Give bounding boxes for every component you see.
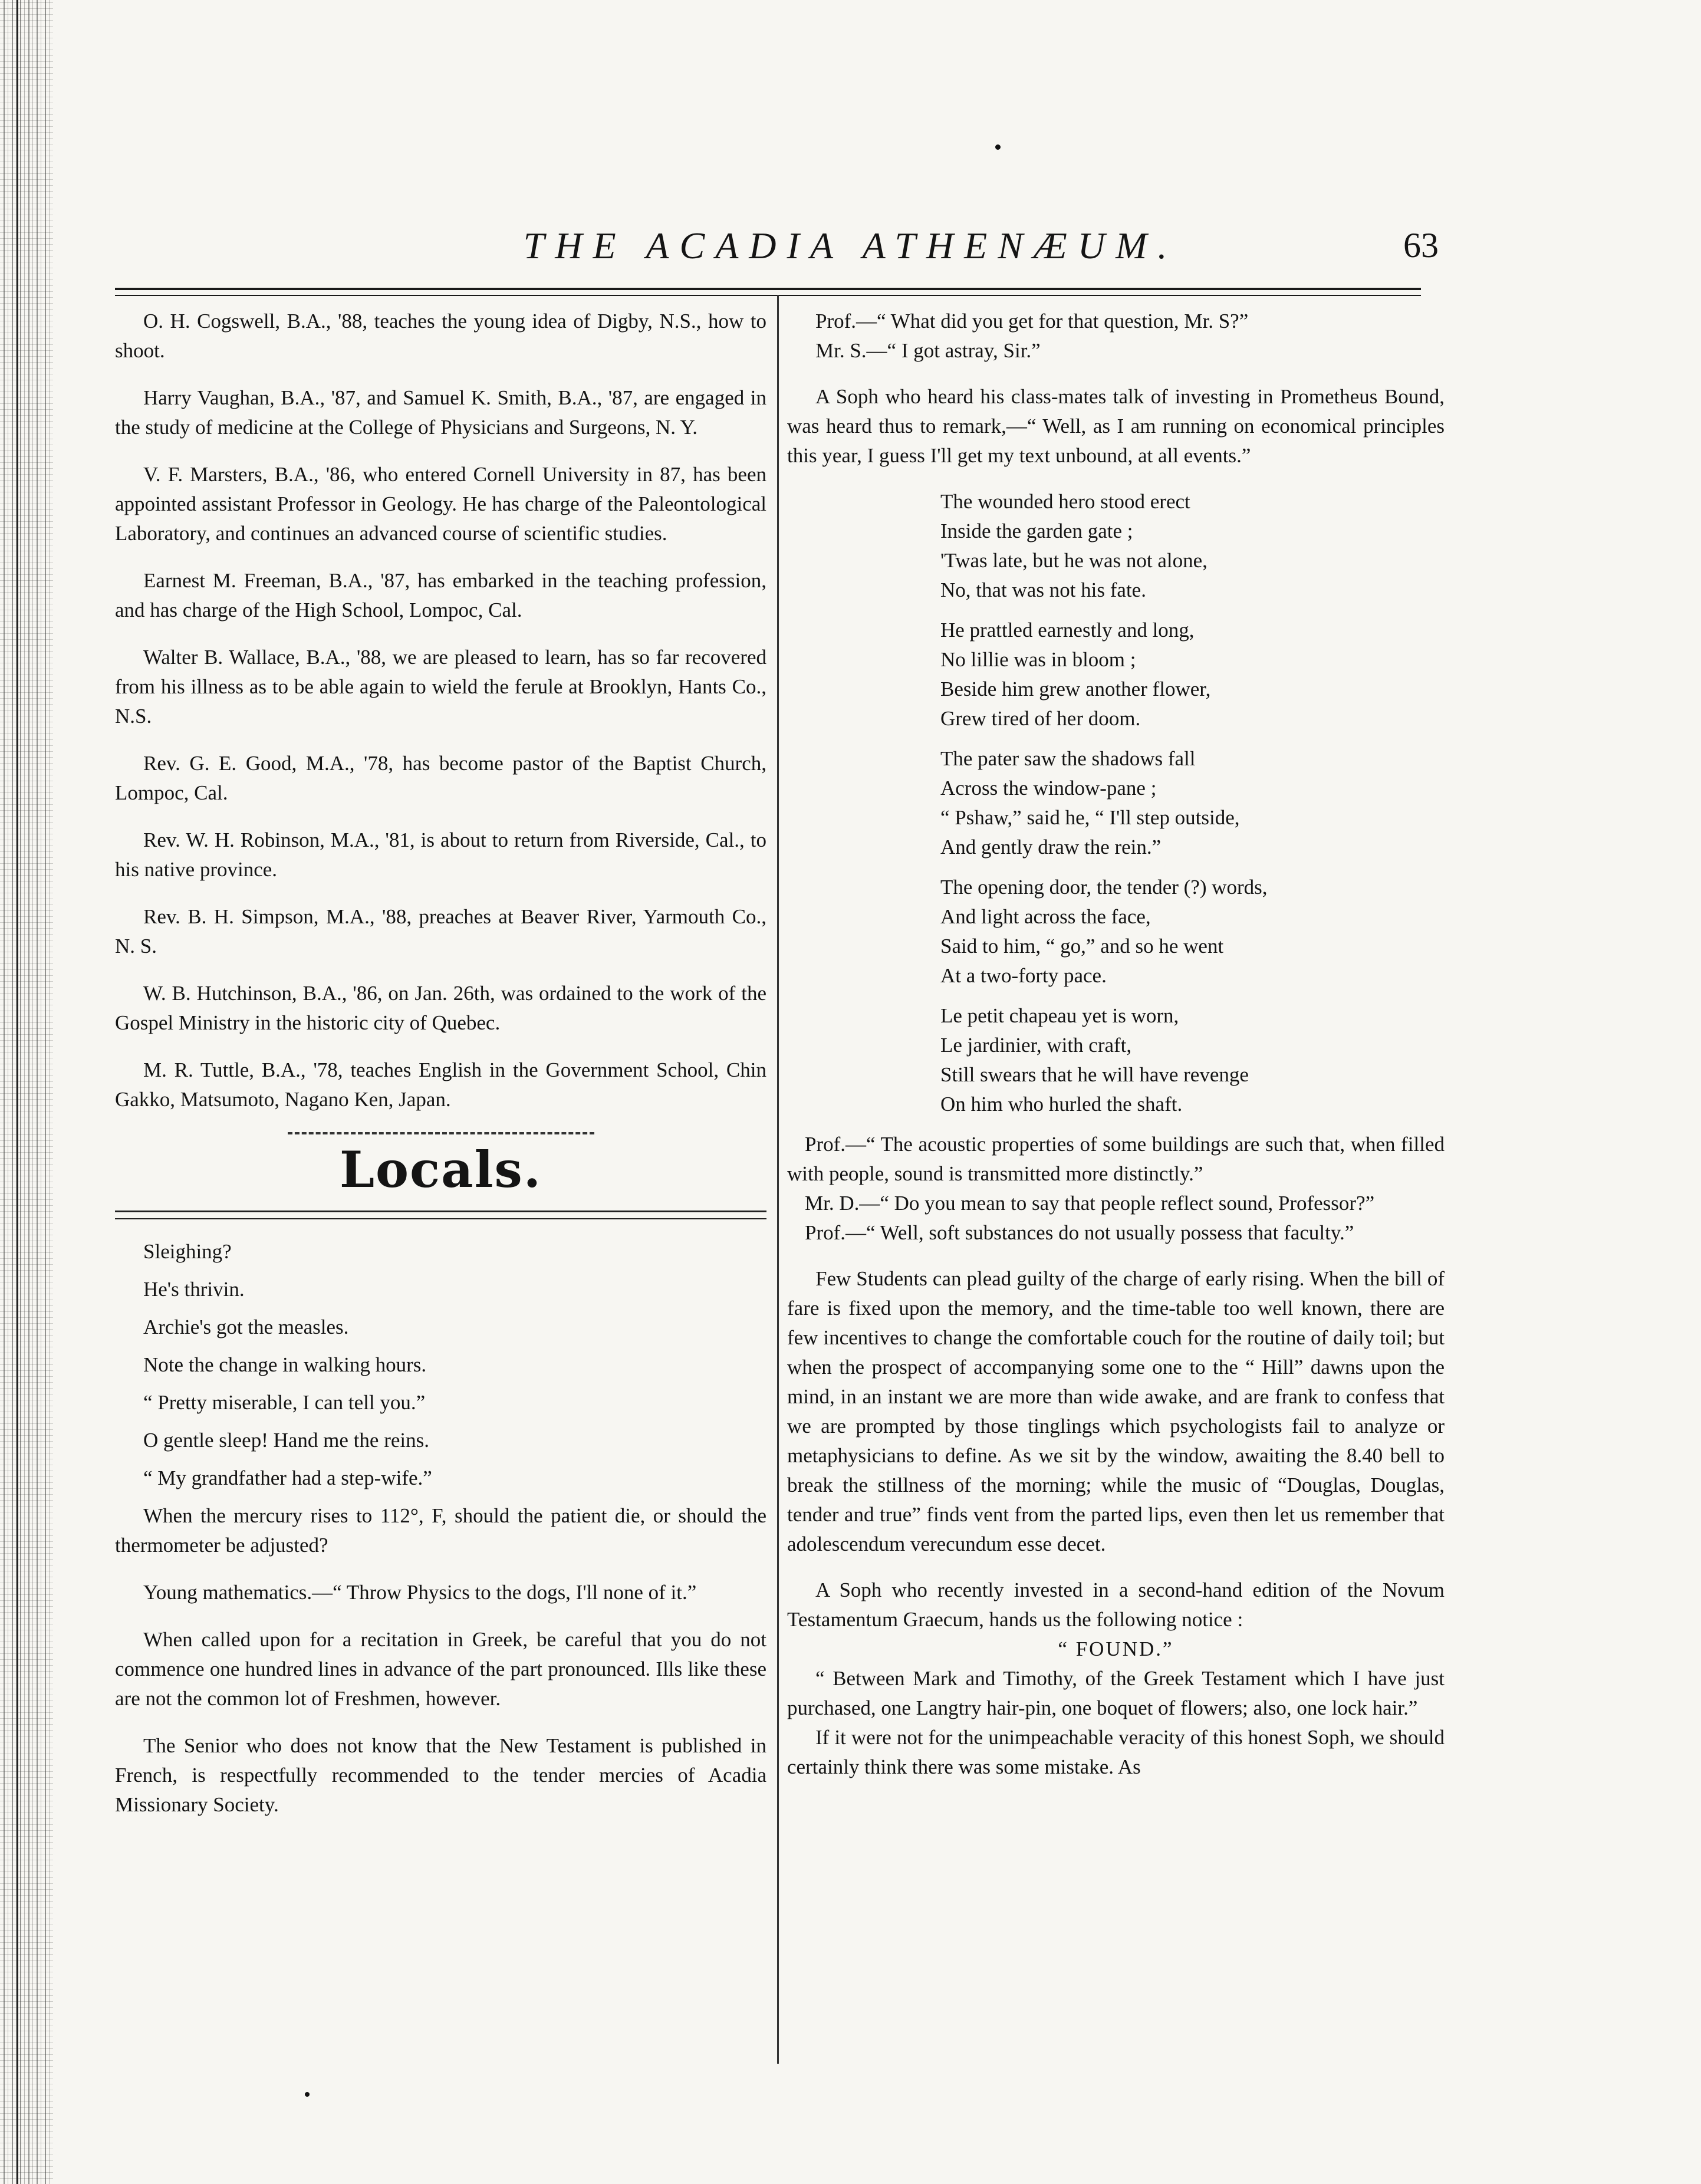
page-header-title: THE ACADIA ATHENÆUM. [523, 225, 1178, 267]
left-column [115, 307, 766, 1837]
poem-line: And gently draw the rein.” [940, 836, 1162, 859]
local-item: Note the change in walking hours. [143, 1353, 427, 1376]
locals-heading: Locals. [339, 1140, 542, 1199]
personal-item: V. F. Marsters, B.A., '86, who entered Cornell University in 87, has been appointed assistant Professor in Geology. He has charge of the Paleontological Laboratory, and continues an advanced course of scientific studies. [115, 463, 766, 545]
soph-paragraph: A Soph who heard his class-mates talk of investing in Prometheus Bound, was heard thus to remark,—“ Well, as I am running on economical principles this year, I guess I'll get my text unbound, at all events.” [787, 385, 1445, 467]
right-column [787, 307, 1445, 1782]
local-item: The Senior who does not know that the New Testament is published in French, is respectfully recommended to the tender mercies of Acadia Missionary Society. [115, 1734, 766, 1816]
local-item: Archie's got the measles. [143, 1315, 349, 1338]
local-item: “ My grandfather had a step-wife.” [143, 1466, 432, 1489]
personal-item: Earnest M. Freeman, B.A., '87, has embarked in the teaching profession, and has charge of the High School, Lompoc, Cal. [115, 569, 766, 621]
poem [940, 487, 1445, 1119]
poem-line: And light across the face, [940, 905, 1151, 928]
poem-line: Le petit chapeau yet is worn, [940, 1004, 1179, 1027]
personal-item: Rev. W. H. Robinson, M.A., '81, is about to return from Riverside, Cal., to his native province. [115, 828, 766, 881]
poem-line: The pater saw the shadows fall [940, 747, 1196, 770]
local-item: He's thrivin. [143, 1278, 245, 1301]
personal-item: M. R. Tuttle, B.A., '78, teaches English in the Government School, Chin Gakko, Matsumoto, Nagano Ken, Japan. [115, 1058, 766, 1111]
column-divider [777, 295, 779, 2064]
poem-line: The wounded hero stood erect [940, 490, 1190, 513]
local-item: When the mercury rises to 112°, F, should the patient die, or should the thermometer be adjusted? [115, 1504, 766, 1557]
locals-section [115, 1237, 766, 1820]
local-item: Young mathematics.—“ Throw Physics to the dogs, I'll none of it.” [143, 1581, 697, 1604]
greek-testament-paragraph: A Soph who recently invested in a second-hand edition of the Novum Testamentum Graecum, hands us the following notice : [787, 1578, 1445, 1631]
print-speck [995, 144, 1001, 150]
poem-stanza [940, 873, 1445, 991]
dialogue-line: Prof.—“ The acoustic properties of some buildings are such that, when filled with people, sound is transmitted more distinctly.” [787, 1133, 1445, 1185]
poem-line: No, that was not his fate. [940, 578, 1146, 601]
poem-line: Le jardinier, with craft, [940, 1034, 1132, 1057]
poem-line: Still swears that he will have revenge [940, 1063, 1249, 1086]
personal-item: Walter B. Wallace, B.A., '88, we are pleased to learn, has so far recovered from his illness as to be able again to wield the ferule at Brooklyn, Hants Co., N.S. [115, 646, 766, 728]
poem-line: Beside him grew another flower, [940, 677, 1211, 700]
poem-stanza [940, 744, 1445, 862]
locals-rule-thin [115, 1218, 766, 1219]
poem-line: The opening door, the tender (?) words, [940, 876, 1268, 899]
book-binding-edge [0, 0, 53, 2184]
poem-line: Grew tired of her doom. [940, 707, 1141, 730]
found-notice: “ Between Mark and Timothy, of the Greek Testament which I have just purchased, one Langtry hair-pin, one boquet of flowers; also, one lock hair.” [787, 1667, 1445, 1719]
found-title: “ FOUND.” [1058, 1637, 1174, 1660]
locals-rule [115, 1211, 766, 1212]
header-rule-thin [115, 295, 1421, 296]
poem-line: At a two-forty pace. [940, 964, 1107, 987]
poem-stanza [940, 487, 1445, 605]
poem-line: On him who hurled the shaft. [940, 1093, 1183, 1116]
poem-line: He prattled earnestly and long, [940, 619, 1195, 642]
dialogue-line: Mr. S.—“ I got astray, Sir.” [815, 339, 1041, 362]
personal-item: O. H. Cogswell, B.A., '88, teaches the young idea of Digby, N.S., how to shoot. [115, 310, 766, 362]
header-rule [115, 288, 1421, 290]
print-speck [305, 2092, 310, 2097]
poem-line: Across the window-pane ; [940, 777, 1157, 800]
local-item: O gentle sleep! Hand me the reins. [143, 1429, 429, 1452]
local-item: Sleighing? [143, 1240, 232, 1263]
poem-line: Inside the garden gate ; [940, 519, 1133, 542]
local-item: “ Pretty miserable, I can tell you.” [143, 1391, 426, 1414]
personal-item: Rev. G. E. Good, M.A., '78, has become pastor of the Baptist Church, Lompoc, Cal. [115, 752, 766, 804]
poem-stanza [940, 1001, 1445, 1119]
binding-line [17, 0, 18, 2184]
personal-item: Harry Vaughan, B.A., '87, and Samuel K. Smith, B.A., '87, are engaged in the study of medicine at the College of Physicians and Surgeons, N. Y. [115, 386, 766, 439]
personals-section [115, 307, 766, 1114]
personal-item: Rev. B. H. Simpson, M.A., '88, preaches at Beaver River, Yarmouth Co., N. S. [115, 905, 766, 958]
poem-line: No lillie was in bloom ; [940, 648, 1136, 671]
poem-line: 'Twas late, but he was not alone, [940, 549, 1208, 572]
page-number: 63 [1403, 226, 1439, 265]
personal-item: W. B. Hutchinson, B.A., '86, on Jan. 26th, was ordained to the work of the Gospel Ministry in the historic city of Quebec. [115, 982, 766, 1034]
poem-line: “ Pshaw,” said he, “ I'll step outside, [940, 806, 1240, 829]
poem-stanza [940, 616, 1445, 734]
dialogue-line: Prof.—“ Well, soft substances do not usually possess that faculty.” [805, 1221, 1354, 1244]
closing-paragraph: If it were not for the unimpeachable veracity of this honest Soph, we should certainly think there was some mistake. As [787, 1726, 1445, 1778]
local-item: When called upon for a recitation in Greek, be careful that you do not commence one hundred lines in advance of the part pronounced. Ills like these are not the common lot of Freshmen, however. [115, 1628, 766, 1710]
dialogue-line: Prof.—“ What did you get for that question, Mr. S?” [815, 310, 1249, 333]
section-divider [288, 1132, 594, 1134]
poem-line: Said to him, “ go,” and so he went [940, 935, 1224, 958]
early-rising-paragraph: Few Students can plead guilty of the charge of early rising. When the bill of fare is fixed upon the memory, and the time-table too well known, there are few incentives to change the comfortable couch for the routine of daily toil; but when the prospect of accompanying some one to the “ Hill” dawns upon the mind, in an instant we are more than wide awake, and are frank to confess that we are prompted by those tinglings which psychologists fail to analyze or metaphysicians to define. As we sit by the window, awaiting the 8.40 bell to break the stillness of the morning; while the music of “Douglas, Douglas, tender and true” finds vent from the parted lips, even then let us remember that adolescendum verecundum esse decet. [787, 1267, 1445, 1555]
dialogue-line: Mr. D.—“ Do you mean to say that people reflect sound, Professor?” [805, 1192, 1375, 1215]
